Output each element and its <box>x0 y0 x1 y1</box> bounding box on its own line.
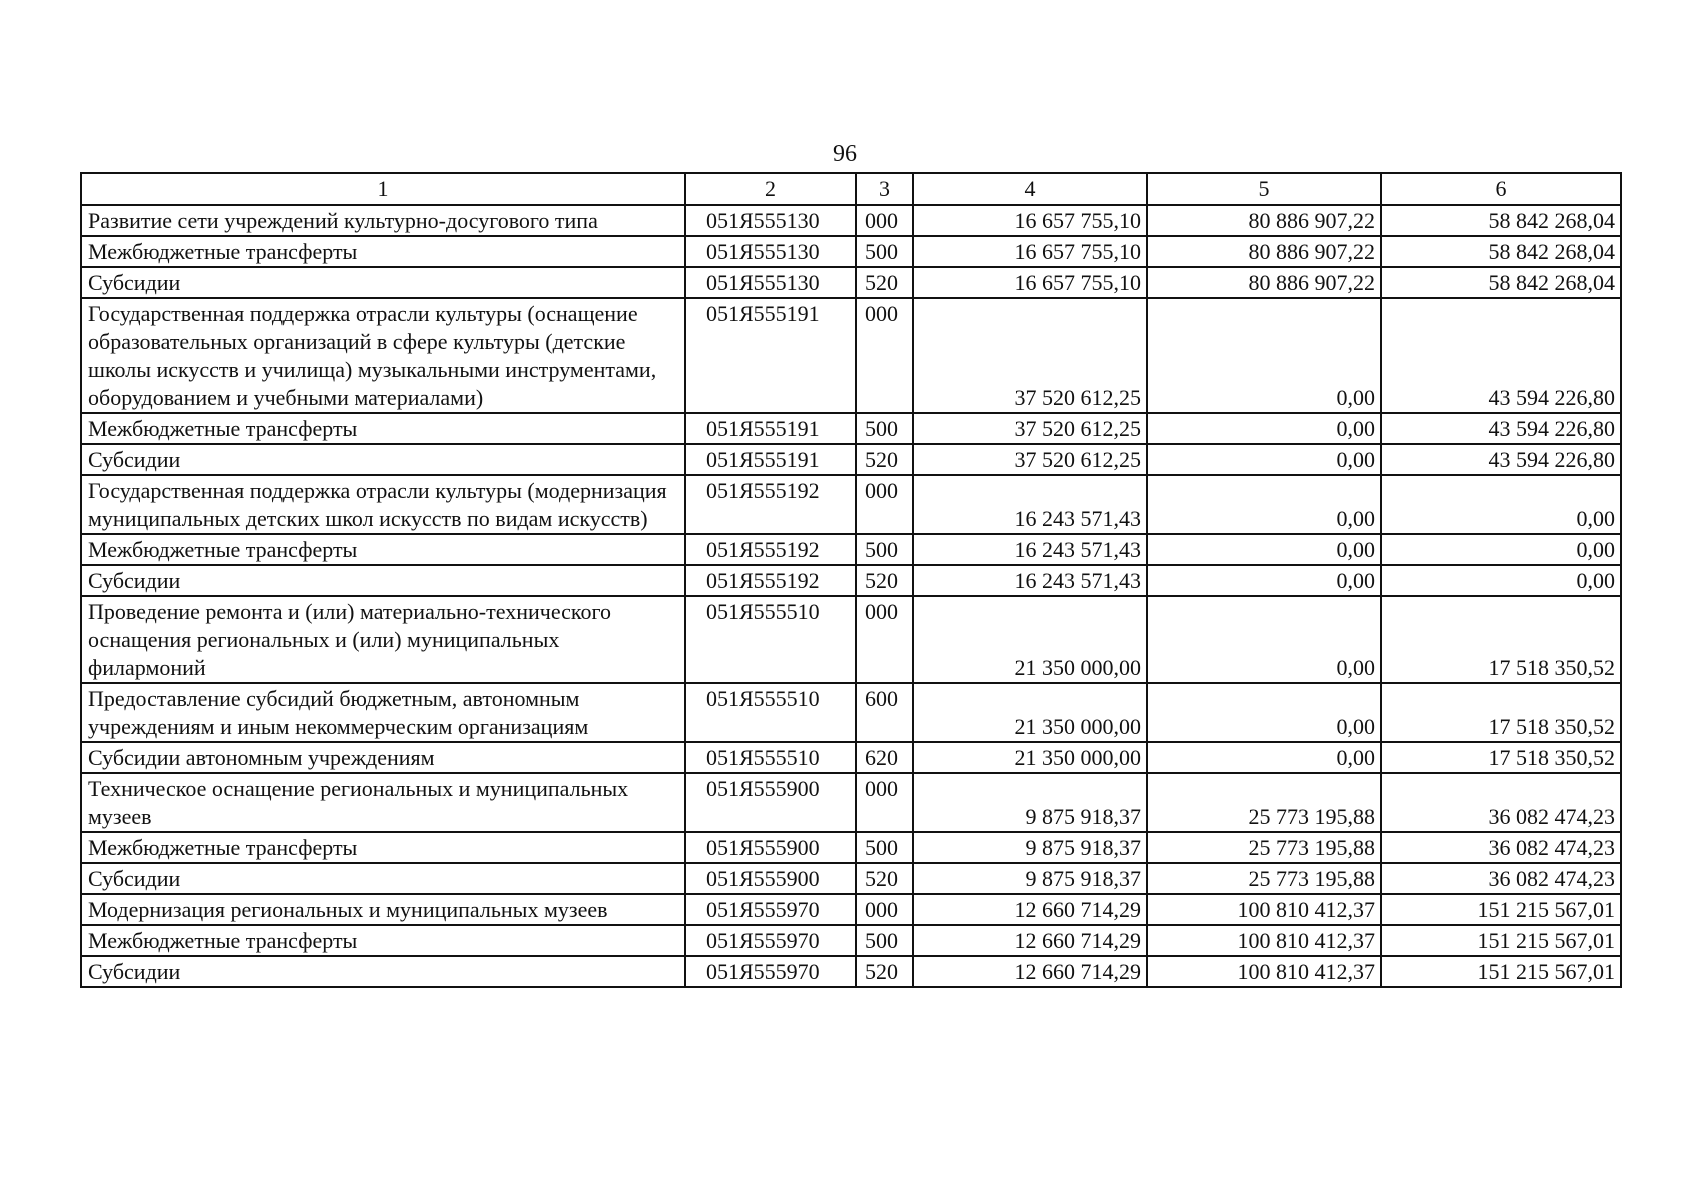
amount-col5-cell: 80 886 907,22 <box>1147 205 1381 236</box>
amount-col4-cell: 16 243 571,43 <box>913 565 1147 596</box>
page-number: 96 <box>833 141 857 167</box>
amount-col5-cell: 25 773 195,88 <box>1147 832 1381 863</box>
amount-col4-cell: 16 657 755,10 <box>913 236 1147 267</box>
amount-col5-cell: 25 773 195,88 <box>1147 773 1381 832</box>
target-code-cell: 051Я555130 <box>685 267 856 298</box>
table-row <box>81 596 1621 683</box>
amount-col5-cell: 0,00 <box>1147 298 1381 413</box>
amount-col6-cell: 17 518 350,52 <box>1381 596 1621 683</box>
amount-col5-cell: 0,00 <box>1147 444 1381 475</box>
amount-col4-cell: 21 350 000,00 <box>913 742 1147 773</box>
target-code-cell: 051Я555192 <box>685 565 856 596</box>
item-name-cell: Субсидии <box>81 956 685 987</box>
table-row <box>81 773 1621 832</box>
amount-col4-cell: 9 875 918,37 <box>913 863 1147 894</box>
item-name-cell: Государственная поддержка отрасли культуры (модернизация муниципальных детских школ искусств по видам искусств) <box>81 475 685 534</box>
amount-col5-cell: 0,00 <box>1147 683 1381 742</box>
amount-col4-cell: 37 520 612,25 <box>913 413 1147 444</box>
amount-col6-cell: 36 082 474,23 <box>1381 773 1621 832</box>
amount-col4-cell: 37 520 612,25 <box>913 444 1147 475</box>
expense-type-cell: 000 <box>856 773 913 832</box>
item-name-cell: Субсидии <box>81 444 685 475</box>
table-row <box>81 444 1621 475</box>
expense-type-cell: 520 <box>856 956 913 987</box>
amount-col6-cell: 151 215 567,01 <box>1381 956 1621 987</box>
amount-col5-cell: 0,00 <box>1147 565 1381 596</box>
item-name-cell: Межбюджетные трансферты <box>81 832 685 863</box>
amount-col5-cell: 25 773 195,88 <box>1147 863 1381 894</box>
amount-col4-cell: 9 875 918,37 <box>913 832 1147 863</box>
amount-col4-cell: 16 657 755,10 <box>913 205 1147 236</box>
expense-type-cell: 500 <box>856 832 913 863</box>
table-row <box>81 298 1621 413</box>
amount-col4-cell: 16 657 755,10 <box>913 267 1147 298</box>
target-code-cell: 051Я555191 <box>685 413 856 444</box>
amount-col6-cell: 0,00 <box>1381 534 1621 565</box>
target-code-cell: 051Я555900 <box>685 773 856 832</box>
amount-col5-cell: 100 810 412,37 <box>1147 956 1381 987</box>
amount-col5-cell: 100 810 412,37 <box>1147 925 1381 956</box>
table-row <box>81 863 1621 894</box>
item-name-cell: Государственная поддержка отрасли культуры (оснащение образовательных организаций в сфере культуры (детские школы искусств и училища) музыкальными инструментами, оборудованием и учебными материалами) <box>81 298 685 413</box>
expense-type-cell: 520 <box>856 267 913 298</box>
item-name-cell: Межбюджетные трансферты <box>81 413 685 444</box>
amount-col4-cell: 9 875 918,37 <box>913 773 1147 832</box>
amount-col6-cell: 36 082 474,23 <box>1381 863 1621 894</box>
expense-type-cell: 500 <box>856 236 913 267</box>
table-row <box>81 683 1621 742</box>
table-row <box>81 925 1621 956</box>
expense-type-cell: 520 <box>856 863 913 894</box>
amount-col5-cell: 100 810 412,37 <box>1147 894 1381 925</box>
target-code-cell: 051Я555970 <box>685 894 856 925</box>
expense-type-cell: 500 <box>856 925 913 956</box>
amount-col4-cell: 21 350 000,00 <box>913 596 1147 683</box>
item-name-cell: Межбюджетные трансферты <box>81 236 685 267</box>
amount-col5-cell: 0,00 <box>1147 475 1381 534</box>
expense-type-cell: 520 <box>856 444 913 475</box>
expense-type-cell: 000 <box>856 894 913 925</box>
expense-type-cell: 000 <box>856 596 913 683</box>
amount-col6-cell: 0,00 <box>1381 475 1621 534</box>
amount-col4-cell: 16 243 571,43 <box>913 534 1147 565</box>
amount-col5-cell: 80 886 907,22 <box>1147 236 1381 267</box>
amount-col4-cell: 21 350 000,00 <box>913 683 1147 742</box>
amount-col4-cell: 12 660 714,29 <box>913 894 1147 925</box>
amount-col6-cell: 151 215 567,01 <box>1381 925 1621 956</box>
target-code-cell: 051Я555130 <box>685 236 856 267</box>
item-name-cell: Предоставление субсидий бюджетным, автономным учреждениям и иным некоммерческим организациям <box>81 683 685 742</box>
amount-col6-cell: 36 082 474,23 <box>1381 832 1621 863</box>
table-row <box>81 236 1621 267</box>
table-row <box>81 413 1621 444</box>
expense-type-cell: 500 <box>856 534 913 565</box>
target-code-cell: 051Я555192 <box>685 534 856 565</box>
amount-col6-cell: 43 594 226,80 <box>1381 413 1621 444</box>
target-code-cell: 051Я555900 <box>685 863 856 894</box>
amount-col6-cell: 0,00 <box>1381 565 1621 596</box>
amount-col6-cell: 17 518 350,52 <box>1381 683 1621 742</box>
amount-col4-cell: 12 660 714,29 <box>913 956 1147 987</box>
target-code-cell: 051Я555970 <box>685 925 856 956</box>
column-number-6: 6 <box>1381 173 1621 205</box>
expense-type-cell: 520 <box>856 565 913 596</box>
target-code-cell: 051Я555510 <box>685 742 856 773</box>
item-name-cell: Субсидии <box>81 267 685 298</box>
amount-col6-cell: 17 518 350,52 <box>1381 742 1621 773</box>
target-code-cell: 051Я555191 <box>685 298 856 413</box>
amount-col5-cell: 80 886 907,22 <box>1147 267 1381 298</box>
amount-col6-cell: 58 842 268,04 <box>1381 236 1621 267</box>
column-number-2: 2 <box>685 173 856 205</box>
target-code-cell: 051Я555900 <box>685 832 856 863</box>
item-name-cell: Межбюджетные трансферты <box>81 534 685 565</box>
target-code-cell: 051Я555510 <box>685 596 856 683</box>
item-name-cell: Модернизация региональных и муниципальных музеев <box>81 894 685 925</box>
amount-col4-cell: 16 243 571,43 <box>913 475 1147 534</box>
target-code-cell: 051Я555510 <box>685 683 856 742</box>
column-number-4: 4 <box>913 173 1147 205</box>
expense-type-cell: 500 <box>856 413 913 444</box>
target-code-cell: 051Я555191 <box>685 444 856 475</box>
expense-type-cell: 000 <box>856 205 913 236</box>
expense-type-cell: 600 <box>856 683 913 742</box>
item-name-cell: Межбюджетные трансферты <box>81 925 685 956</box>
table-row <box>81 742 1621 773</box>
item-name-cell: Субсидии <box>81 565 685 596</box>
table-row <box>81 534 1621 565</box>
table-body <box>81 173 1621 987</box>
column-number-3: 3 <box>856 173 913 205</box>
column-number-1: 1 <box>81 173 685 205</box>
amount-col4-cell: 37 520 612,25 <box>913 298 1147 413</box>
table-row <box>81 205 1621 236</box>
expense-type-cell: 000 <box>856 298 913 413</box>
amount-col6-cell: 43 594 226,80 <box>1381 298 1621 413</box>
table-row <box>81 267 1621 298</box>
expense-type-cell: 620 <box>856 742 913 773</box>
column-number-5: 5 <box>1147 173 1381 205</box>
amount-col5-cell: 0,00 <box>1147 534 1381 565</box>
target-code-cell: 051Я555970 <box>685 956 856 987</box>
amount-col6-cell: 58 842 268,04 <box>1381 267 1621 298</box>
item-name-cell: Техническое оснащение региональных и муниципальных музеев <box>81 773 685 832</box>
amount-col6-cell: 151 215 567,01 <box>1381 894 1621 925</box>
expense-type-cell: 000 <box>856 475 913 534</box>
table-row <box>81 894 1621 925</box>
amount-col4-cell: 12 660 714,29 <box>913 925 1147 956</box>
table-row <box>81 565 1621 596</box>
table-row <box>81 832 1621 863</box>
item-name-cell: Проведение ремонта и (или) материально-технического оснащения региональных и (или) муниципальных филармоний <box>81 596 685 683</box>
amount-col5-cell: 0,00 <box>1147 413 1381 444</box>
item-name-cell: Субсидии автономным учреждениям <box>81 742 685 773</box>
target-code-cell: 051Я555192 <box>685 475 856 534</box>
budget-table <box>80 172 1622 988</box>
item-name-cell: Субсидии <box>81 863 685 894</box>
amount-col5-cell: 0,00 <box>1147 742 1381 773</box>
table-row <box>81 956 1621 987</box>
item-name-cell: Развитие сети учреждений культурно-досугового типа <box>81 205 685 236</box>
amount-col6-cell: 43 594 226,80 <box>1381 444 1621 475</box>
amount-col6-cell: 58 842 268,04 <box>1381 205 1621 236</box>
amount-col5-cell: 0,00 <box>1147 596 1381 683</box>
target-code-cell: 051Я555130 <box>685 205 856 236</box>
column-number-header-row <box>81 173 1621 205</box>
table-row <box>81 475 1621 534</box>
